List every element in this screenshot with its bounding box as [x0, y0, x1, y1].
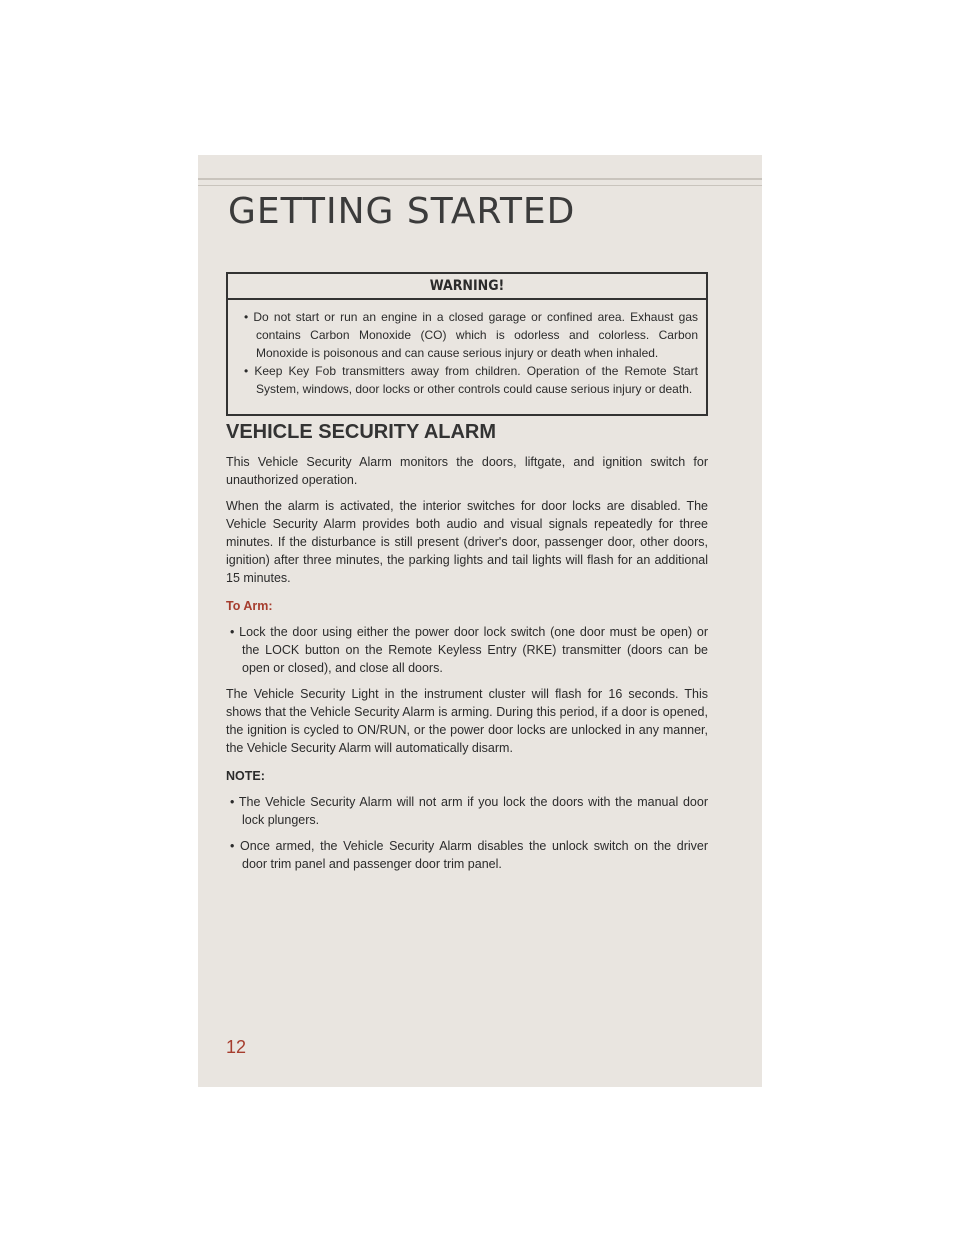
section-heading: VEHICLE SECURITY ALARM [226, 421, 497, 443]
header-rule-top [198, 178, 762, 180]
section-title: GETTING STARTED [228, 191, 576, 232]
paragraph-security-light: The Vehicle Security Light in the instrument cluster will flash for 16 seconds. This shows that the Vehicle Security Alarm is arming. During this period, if a door is opened, the ignition is cycled to ON/RUN, or the power door locks are unlocked in any manner, the Vehicle Security Alarm will automatically disarm. [226, 687, 708, 755]
to-arm-heading: To Arm: [226, 599, 273, 613]
header-rule-bottom [198, 185, 762, 186]
paragraph-intro: This Vehicle Security Alarm monitors the doors, liftgate, and ignition switch for unauthorized operation. [226, 455, 708, 487]
paragraph-alarm-activation: When the alarm is activated, the interior switches for door locks are disabled. The Vehicle Security Alarm provides both audio and visual signals repeatedly for three minutes. If the disturbance is still present (driver's door, passenger door, other doors, ignition) after three minutes, the parking lights and tail lights will flash for an additional 15 minutes. [226, 499, 708, 585]
body-content [226, 453, 708, 881]
warning-list [240, 308, 698, 398]
warning-item: • Keep Key Fob transmitters away from children. Operation of the Remote Start System, windows, door locks or other controls could cause serious injury or death. [244, 364, 698, 396]
manual-page [198, 155, 762, 1087]
to-arm-bullet: • Lock the door using either the power door lock switch (one door must be open) or the LOCK button on the Remote Keyless Entry (RKE) transmitter (doors can be open or closed), and close all doors. [230, 625, 708, 675]
note-bullet: • Once armed, the Vehicle Security Alarm disables the unlock switch on the driver door trim panel and passenger door trim panel. [230, 839, 708, 871]
warning-title: WARNING! [228, 274, 706, 300]
warning-item: • Do not start or run an engine in a closed garage or confined area. Exhaust gas contains Carbon Monoxide (CO) which is odorless and colorless. Carbon Monoxide is poisonous and can cause serious injury or death when inhaled. [244, 310, 698, 360]
note-bullet: • The Vehicle Security Alarm will not arm if you lock the doors with the manual door lock plungers. [230, 795, 708, 827]
note-label: NOTE: [226, 769, 265, 783]
page-number: 12 [226, 1037, 247, 1057]
warning-box [226, 272, 708, 416]
